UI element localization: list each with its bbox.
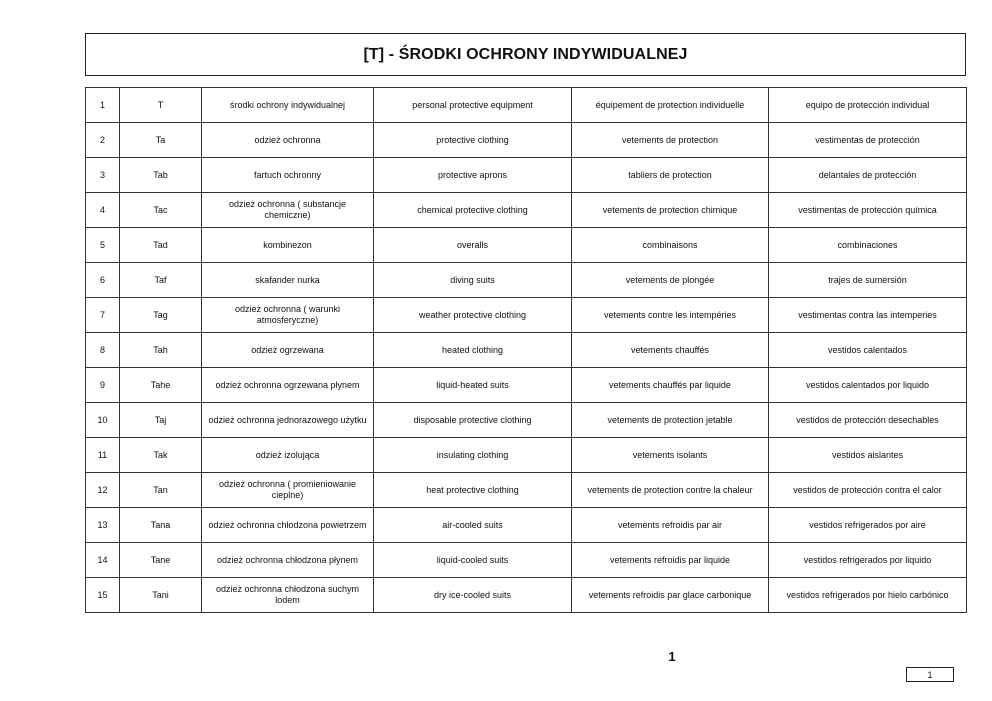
table-row: [86, 123, 967, 158]
spanish-term-cell: vestidos refrigerados por aire: [769, 508, 967, 543]
row-number-cell: 6: [86, 263, 120, 298]
term-code-cell: Tak: [120, 438, 202, 473]
english-term-cell: chemical protective clothing: [374, 193, 572, 228]
term-code-cell: T: [120, 88, 202, 123]
table-row: [86, 333, 967, 368]
polish-term-cell: kombinezon: [202, 228, 374, 263]
table-row: [86, 193, 967, 228]
row-number-cell: 14: [86, 543, 120, 578]
terms-table: [85, 87, 967, 613]
polish-term-cell: odzież ochronna ( substancje chemiczne): [202, 193, 374, 228]
english-term-cell: weather protective clothing: [374, 298, 572, 333]
row-number-cell: 7: [86, 298, 120, 333]
spanish-term-cell: vestidos refrigerados por hielo carbónico: [769, 578, 967, 613]
spanish-term-cell: equipo de protección individual: [769, 88, 967, 123]
english-term-cell: dry ice-cooled suits: [374, 578, 572, 613]
english-term-cell: disposable protective clothing: [374, 403, 572, 438]
term-code-cell: Ta: [120, 123, 202, 158]
row-number-cell: 2: [86, 123, 120, 158]
polish-term-cell: fartuch ochronny: [202, 158, 374, 193]
polish-term-cell: odzież ochronna jednorazowego użytku: [202, 403, 374, 438]
english-term-cell: protective aprons: [374, 158, 572, 193]
polish-term-cell: odzież ochronna ( warunki atmosferyczne): [202, 298, 374, 333]
term-code-cell: Tag: [120, 298, 202, 333]
table-row: [86, 298, 967, 333]
term-code-cell: Tani: [120, 578, 202, 613]
polish-term-cell: odzież izolująca: [202, 438, 374, 473]
row-number-cell: 5: [86, 228, 120, 263]
english-term-cell: liquid-cooled suits: [374, 543, 572, 578]
term-code-cell: Taf: [120, 263, 202, 298]
spanish-term-cell: vestidos aislantes: [769, 438, 967, 473]
french-term-cell: vetements de protection contre la chaleur: [572, 473, 769, 508]
table-row: [86, 473, 967, 508]
document-title: [85, 33, 966, 76]
spanish-term-cell: vestimentas contra las intemperies: [769, 298, 967, 333]
french-term-cell: vetements refroidis par glace carbonique: [572, 578, 769, 613]
french-term-cell: tabliers de protection: [572, 158, 769, 193]
polish-term-cell: odzież ochronna chłodzona suchym lodem: [202, 578, 374, 613]
english-term-cell: heated clothing: [374, 333, 572, 368]
table-row: [86, 228, 967, 263]
french-term-cell: vetements chauffés: [572, 333, 769, 368]
term-code-cell: Tac: [120, 193, 202, 228]
french-term-cell: vetements de protection jetable: [572, 403, 769, 438]
french-term-cell: équipement de protection individuelle: [572, 88, 769, 123]
term-code-cell: Tana: [120, 508, 202, 543]
term-code-cell: Tan: [120, 473, 202, 508]
term-code-cell: Tab: [120, 158, 202, 193]
row-number-cell: 15: [86, 578, 120, 613]
table-row: [86, 403, 967, 438]
polish-term-cell: odzież ochronna ogrzewana płynem: [202, 368, 374, 403]
polish-term-cell: skafander nurka: [202, 263, 374, 298]
english-term-cell: overalls: [374, 228, 572, 263]
spanish-term-cell: delantales de protección: [769, 158, 967, 193]
table-row: [86, 263, 967, 298]
polish-term-cell: odzież ochronna: [202, 123, 374, 158]
polish-term-cell: środki ochrony indywidualnej: [202, 88, 374, 123]
polish-term-cell: odzież ochronna chłodzona powietrzem: [202, 508, 374, 543]
row-number-cell: 8: [86, 333, 120, 368]
term-code-cell: Taj: [120, 403, 202, 438]
french-term-cell: vetements refroidis par air: [572, 508, 769, 543]
table-row: [86, 508, 967, 543]
french-term-cell: vetements de protection: [572, 123, 769, 158]
term-code-cell: Tah: [120, 333, 202, 368]
polish-term-cell: odzież ochronna chłodzona płynem: [202, 543, 374, 578]
row-number-cell: 12: [86, 473, 120, 508]
spanish-term-cell: vestidos de protección contra el calor: [769, 473, 967, 508]
row-number-cell: 3: [86, 158, 120, 193]
polish-term-cell: odzież ochronna ( promieniowanie cieplne): [202, 473, 374, 508]
english-term-cell: personal protective equipment: [374, 88, 572, 123]
french-term-cell: vetements de protection chimique: [572, 193, 769, 228]
french-term-cell: vetements chauffés par liquide: [572, 368, 769, 403]
table-row: [86, 158, 967, 193]
french-term-cell: vetements contre les intempéries: [572, 298, 769, 333]
term-code-cell: Tahe: [120, 368, 202, 403]
row-number-cell: 10: [86, 403, 120, 438]
spanish-term-cell: vestidos calentados por liquido: [769, 368, 967, 403]
page-number-box: 1: [906, 667, 954, 682]
row-number-cell: 1: [86, 88, 120, 123]
table-row: [86, 578, 967, 613]
spanish-term-cell: vestimentas de protección química: [769, 193, 967, 228]
table-row: [86, 368, 967, 403]
spanish-term-cell: trajes de sumersión: [769, 263, 967, 298]
english-term-cell: heat protective clothing: [374, 473, 572, 508]
spanish-term-cell: vestimentas de protección: [769, 123, 967, 158]
english-term-cell: protective clothing: [374, 123, 572, 158]
page-number: 1: [668, 649, 676, 664]
row-number-cell: 9: [86, 368, 120, 403]
english-term-cell: liquid-heated suits: [374, 368, 572, 403]
spanish-term-cell: vestidos de protección desechables: [769, 403, 967, 438]
english-term-cell: insulating clothing: [374, 438, 572, 473]
french-term-cell: combinaisons: [572, 228, 769, 263]
french-term-cell: vetements isolants: [572, 438, 769, 473]
spanish-term-cell: vestidos refrigerados por liquido: [769, 543, 967, 578]
table-row: [86, 88, 967, 123]
spanish-term-cell: combinaciones: [769, 228, 967, 263]
table-row: [86, 438, 967, 473]
table-row: [86, 543, 967, 578]
row-number-cell: 11: [86, 438, 120, 473]
term-code-cell: Tane: [120, 543, 202, 578]
polish-term-cell: odzież ogrzewana: [202, 333, 374, 368]
row-number-cell: 4: [86, 193, 120, 228]
french-term-cell: vetements de plongée: [572, 263, 769, 298]
terms-table-body: [86, 88, 967, 613]
english-term-cell: air-cooled suits: [374, 508, 572, 543]
document-title-text: [T] - ŚRODKI OCHRONY INDYWIDUALNEJ: [363, 45, 688, 63]
french-term-cell: vetements refroidis par liquide: [572, 543, 769, 578]
spanish-term-cell: vestidos calentados: [769, 333, 967, 368]
row-number-cell: 13: [86, 508, 120, 543]
english-term-cell: diving suits: [374, 263, 572, 298]
term-code-cell: Tad: [120, 228, 202, 263]
